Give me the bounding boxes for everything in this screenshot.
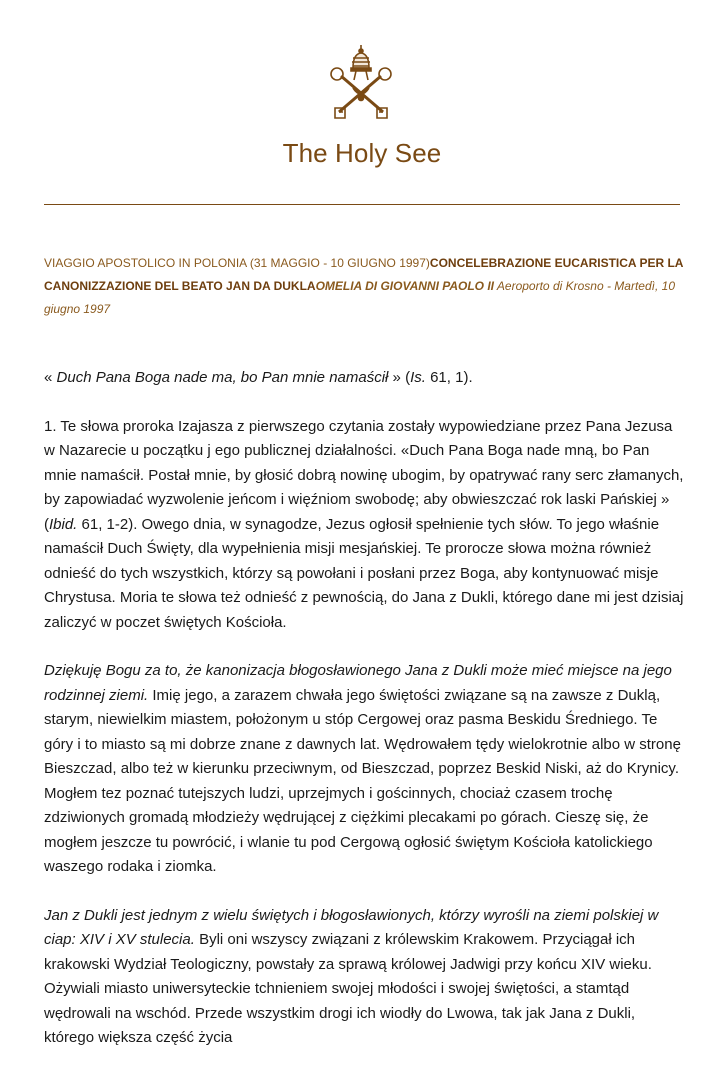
homily-text [44, 366, 684, 1075]
scripture-ref: Ibid. [49, 515, 78, 533]
place-date: Aeroporto di Krosno - Martedì, 10 giugno 1997 [44, 279, 675, 316]
homily-title: OMELIA DI GIOVANNI PAOLO II [315, 279, 495, 293]
trip-title: VIAGGIO APOSTOLICO IN POLONIA (31 MAGGIO - 10 GIUGNO 1997) [44, 256, 430, 270]
paragraph-1: 1. Te słowa proroka Izajasza z pierwszego czytania zostały wypowiedziane przez Pana Jezusa w Nazarecie u początku j ego publicznej działalności. «Duch Pana Boga nade mną, bo Pan mnie namaścił. Postał mnie, by głosić dobrą nowinę ubogim, by opatrywać rany serc złamanych, by zapowiadać wyzwolenie jeńcom i więźniom swobodę; aby obwieszczać rok laski Pańskiej » (Ibid. 61, 1-2). Owego dnia, w synagodze, Jezus ogłosił spełnienie tych słów. To jego właśnie namaścił Duch Święty, dla wypełnienia misji mesjańskiej. Te prorocze słowa można również odnieść do tych wszystkich, którzy są powołani i posłani przez Boga, aby kontynuować misje Chrystusa. Moria te słowa też odnieść z pewnością, do Jana z Dukli, którego dane mi jest dzisiaj zaliczyć w poczet świętych Kościoła. [44, 417, 684, 631]
paragraph-3: Jan z Dukli jest jednym z wielu świętych i błogosławionych, którzy wyrośli na ziemi polskiej w ciap: XIV i XV stulecia. Byli oni wszyscy związani z królewskim Krakowem. Przyciągał ich krakowski Wydział Teologiczny, powstały za sprawą królowej Jadwigi przy końcu XIV wieku. Ożywiali miasto uniwersyteckie tchnieniem swojej młodości i swojej świętości, a stamtąd wędrowali na wschód. Przede wszystkim drogi ich wiodły do Lwowa, tak jak Jana z Dukli, którego większa część życia [44, 906, 659, 1046]
paragraph-lead: Dziękuję Bogu za to, że kanonizacja błogosławionego Jana z Dukli może mieć miejsce na jego rodzinnej ziemi. [44, 662, 672, 704]
scripture-ref: Is. [410, 369, 426, 386]
document-heading [44, 252, 684, 321]
event-title: CONCELEBRAZIONE EUCARISTICA PER LA CANONIZZAZIONE DEL BEATO JAN DA DUKLA [44, 256, 684, 293]
paragraph-2: Dziękuję Bogu za to, że kanonizacja błogosławionego Jana z Dukli może mieć miejsce na jego rodzinnej ziemi. Imię jego, a zarazem chwała jego świętości związane są na zawsze z Duklą, starym, niewielkim miastem, położonym u stóp Cergowej oraz pasma Beskidu Średniego. Te góry i to miasto są mi dobrze znane z dawnych lat. Wędrowałem tędy wielokrotnie albo w stronę Bieszczad, albo też w kierunku przeciwnym, od Bieszczad, poprzez Beskid Niski, aż do Krynicy. Mogłem tez poznać tutejszych ludzi, uprzejmych i gościnnych, chociaż czasem trochę zdziwionych gromadą młodzieży wędrującej z ciężkimi plecakami po górach. Cieszę się, że mogłem jeszcze tu powrócić, i wlanie tu pod Cergową ogłosić świętym Kościoła katolickiego waszego rodaka i ziomka. [44, 662, 681, 875]
paragraph-0: « Duch Pana Boga nade ma, bo Pan mnie namaścił » (Is. 61, 1). [44, 369, 473, 386]
site-title[interactable]: The Holy See [282, 138, 442, 168]
paragraph-lead: Jan z Dukli jest jednym z wielu świętych i błogosławionych, którzy wyrośli na ziemi polskiej w ciap: XIV i XV stulecia. [44, 906, 659, 948]
opening-quote: Duch Pana Boga nade ma, bo Pan mnie namaścił [56, 369, 389, 386]
header-divider [44, 204, 680, 205]
papal-keys-emblem-icon [323, 42, 399, 120]
